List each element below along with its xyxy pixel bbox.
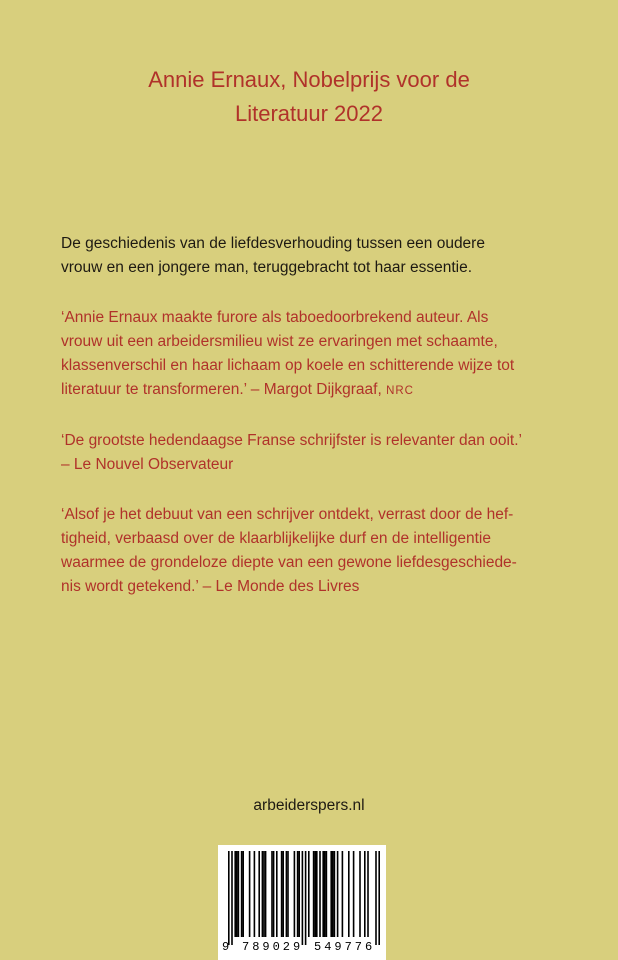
barcode-bar [326,851,328,937]
quote-line: tigheid, verbaasd over de klaarblijkelijke durf en de intelligentie [61,530,491,547]
quote-line: ‘De grootste hedendaagse Franse schrijfster is relevanter dan ooit.’ [61,432,522,449]
barcode-bar [337,851,339,937]
barcode-bar [238,851,240,937]
quote-line: ‘Alsof je het debuut van een schrijver ontdekt, verrast door de hef- [61,506,514,523]
barcode-bar [332,851,334,937]
barcode-bar [378,851,380,945]
barcode-bar [297,851,299,937]
barcode-bar [282,851,284,937]
quote-line: vrouw uit een arbeidersmilieu wist ze ervaringen met schaamte, [61,333,498,350]
barcode-first-digit: 9 [222,940,230,954]
quote-line [61,378,561,403]
quote-line-text: literatuur te transformeren.’ – Margot Dijkgraaf, [61,381,382,398]
barcode-bar [228,851,230,945]
barcode-bar [234,851,236,937]
barcode-bar [353,851,355,937]
barcode-bar [316,851,318,937]
barcode-right-group: 549776 [314,940,376,954]
barcode-bar [322,851,324,937]
barcode-bar [271,851,273,937]
barcode-bar [281,851,283,937]
barcode-left-group: 789029 [242,940,304,954]
barcode-bar [263,851,265,937]
barcode-bar [313,851,315,937]
barcode-bar [375,851,377,945]
barcode-bar [236,851,238,937]
quote-le-monde [61,503,561,599]
headline-line-1: Annie Ernaux, Nobelprijs voor de [148,67,470,92]
barcode-bar [334,851,336,937]
barcode-bar [231,851,233,945]
barcode-bar [359,851,361,937]
quote-source: – Le Nouvel Observateur [61,456,234,473]
barcode-bar [294,851,296,937]
barcode-bar [298,851,300,937]
quote-nouvel-observateur [61,429,561,477]
barcode-bar [342,851,344,937]
quote-line: nis wordt getekend.’ – Le Monde des Livres [61,578,360,595]
barcode-bar [265,851,267,937]
barcode-bar [262,851,264,937]
barcode-bar [273,851,275,937]
barcode-bar [348,851,350,937]
barcode-bar [287,851,289,937]
quote-nrc [61,306,561,403]
quote-line: ‘Annie Ernaux maakte furore als taboedoorbrekend auteur. Als [61,309,489,326]
publisher-website: arbeiderspers.nl [253,797,365,814]
intro-line: vrouw en een jongere man, teruggebracht tot haar essentie. [61,259,473,276]
intro-line: De geschiedenis van de liefdesverhouding tussen een oudere [61,235,485,252]
barcode-bar [242,851,244,937]
barcode-bar [330,851,332,937]
barcode-bar [319,851,321,937]
barcode-bar [367,851,369,937]
headline [0,63,618,131]
barcode-bar [305,851,307,945]
barcode-bar [241,851,243,937]
barcode-bar [286,851,288,937]
isbn-barcode [218,845,386,960]
barcode-bar [324,851,326,937]
headline-line-2: Literatuur 2022 [235,101,383,126]
barcode-bar [249,851,251,937]
barcode-bar [258,851,260,937]
quote-line: waarmee de grondeloze diepte van een gewone liefdesgeschiede- [61,554,517,571]
barcode-bar [308,851,310,937]
barcode-bar [302,851,304,945]
quote-source-nrc: NRC [386,385,414,397]
barcode-bar [276,851,278,937]
barcode-bar [314,851,316,937]
intro-paragraph [61,232,561,280]
barcode-bar [254,851,256,937]
barcode-bar [364,851,366,937]
quote-line: klassenverschil en haar lichaam op koele en schitterende wijze tot [61,357,515,374]
